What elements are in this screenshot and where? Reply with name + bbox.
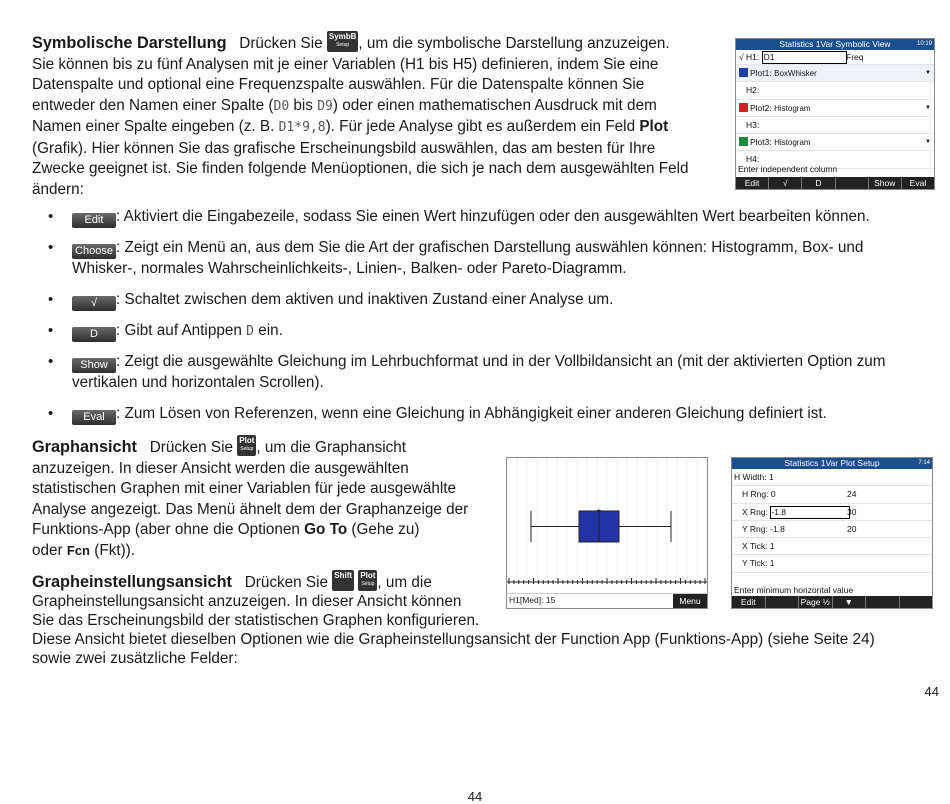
text: Funktions-App (aber ohne die Optionen xyxy=(32,521,305,538)
key-top-label: Shift xyxy=(334,571,353,580)
d-softkey: D xyxy=(72,327,116,342)
code-d0: D0 xyxy=(273,98,290,114)
row-label: H Width: xyxy=(734,472,767,482)
option-body xyxy=(72,352,886,394)
text: ). Für jede Analyse gibt es außerdem ein Feld xyxy=(325,118,640,135)
box-lower-half xyxy=(579,511,599,542)
text: Namen einer Spalte eingeben (z. B. xyxy=(32,118,279,135)
row-label: Plot3: xyxy=(750,137,772,148)
symbolic-row-plot2[interactable] xyxy=(736,100,934,117)
text: entweder den Namen einer Spalte ( xyxy=(32,96,274,114)
graph-line-4: Analyse angezeigt. Das Menü ähnelt dem der Graphanzeige der xyxy=(32,500,469,518)
bullet: • xyxy=(48,239,54,256)
option-text-end: ein. xyxy=(253,322,283,339)
plot-key-icon xyxy=(237,435,256,456)
bullet: • xyxy=(48,322,54,339)
symbolic-section xyxy=(32,31,732,200)
row-value-2: 20 xyxy=(847,523,857,534)
code-expression: D1*9,8 xyxy=(278,120,326,135)
edit-softkey: Edit xyxy=(72,213,116,228)
symbolic-menu-bar xyxy=(736,177,934,189)
text: Drücken Sie xyxy=(244,574,333,591)
row-value: Histogram xyxy=(774,103,811,113)
key-top-label: SymbB xyxy=(328,32,357,41)
graph-heading: Graphansicht xyxy=(32,438,137,456)
setup-prompt: Enter minimum horizontal value xyxy=(734,585,854,595)
option-text: : Gibt auf Antippen xyxy=(116,322,247,339)
setup-row-xrng[interactable] xyxy=(732,504,932,521)
plot3-color-swatch xyxy=(739,137,748,146)
setup-heading: Grapheinstellungsansicht xyxy=(32,573,232,591)
option-text-line-2: vertikalen und horizontalen Scrollen). xyxy=(72,374,324,391)
key-bottom-label: Setup xyxy=(336,42,350,48)
symbolic-row-h2[interactable] xyxy=(736,82,934,99)
eval-softkey: Eval xyxy=(72,410,116,425)
option-body xyxy=(72,404,827,425)
dropdown-arrow-icon: ▼ xyxy=(925,139,931,146)
status-readout: H1[Med]: 15 xyxy=(509,595,556,605)
bullet: • xyxy=(48,353,54,370)
option-text-line-2: Whisker-, normales Wahrscheinlichkeits-, Linien-, Balken- oder Pareto-Diagramm. xyxy=(72,260,627,277)
row-value-1: 1 xyxy=(769,541,775,552)
option-text: : Zum Lösen von Referenzen, wenn eine Gleichung in Abhängigkeit einer anderen Gleichung definiert ist. xyxy=(116,405,827,422)
shift-key-icon xyxy=(332,570,354,591)
cursor-crosshair: + xyxy=(596,506,602,515)
row-value: Histogram xyxy=(774,138,811,148)
menu-page-button[interactable]: Page ½ xyxy=(799,596,833,608)
row-label: Plot1: xyxy=(750,68,772,78)
plot2-color-swatch xyxy=(739,103,748,112)
page-number-right: 44 xyxy=(924,684,939,699)
check-softkey: √ xyxy=(72,296,116,311)
symbolic-row-plot3[interactable] xyxy=(736,134,934,151)
plot1-color-swatch xyxy=(739,68,748,77)
menu-check-button[interactable]: √ xyxy=(769,177,802,189)
graph-line-5 xyxy=(32,520,502,541)
text: Drücken Sie xyxy=(239,35,327,52)
key-top-label: Plot xyxy=(239,436,255,445)
graph-line-2: anzuzeigen. In dieser Ansicht werden die ausgewählten xyxy=(32,459,409,477)
bullet: • xyxy=(48,291,54,308)
row-value-1: 1 xyxy=(768,472,774,482)
symbolic-line-7: Zwecke geeignet ist. Sie finden folgende Menüoptionen, die sich je nach dem ausgewählten Feld xyxy=(32,160,689,177)
setup-line-3: Sie das Erscheinungsbild der statistischen Graphen konfigurieren. xyxy=(32,612,480,629)
text: (Fkt)). xyxy=(90,541,136,559)
menu-show-button[interactable]: Show xyxy=(869,177,902,189)
plot-key-icon xyxy=(358,570,377,591)
code-d: D xyxy=(246,324,254,339)
menu-edit-button[interactable]: Edit xyxy=(736,177,769,189)
xrng-min-input[interactable]: -1.8 xyxy=(770,506,850,519)
menu-button[interactable]: Menu xyxy=(673,594,707,608)
option-body xyxy=(72,238,863,280)
setup-line-4: Diese Ansicht bietet dieselben Optionen wie die Grapheinstellungsansicht der Function App (Funktions-App) (siehe Seite 24) xyxy=(32,631,875,648)
symbolic-prompt: Enter independent column xyxy=(738,164,838,174)
screen-time: 7:14 xyxy=(918,460,930,466)
graph-line-3: statistischen Graphen mit einer Variablen für jede ausgewählte xyxy=(32,480,457,497)
row-value-2: 30 xyxy=(847,506,857,517)
menu-edit-button[interactable]: Edit xyxy=(732,596,766,608)
h1-input-box[interactable]: D1 xyxy=(762,51,847,64)
option-body xyxy=(72,290,613,311)
option-text: : Aktiviert die Eingabezeile, sodass Sie einen Wert hinzufügen oder den ausgewählten Wert bearbeiten können. xyxy=(116,208,870,225)
symbolic-line-8: ändern: xyxy=(32,180,84,198)
key-top-label: Plot xyxy=(360,571,376,580)
text: , um die symbolische Darstellung anzuzeigen. xyxy=(358,35,670,52)
row-value-2: 24 xyxy=(847,489,857,500)
row-label: X Rng: xyxy=(742,506,768,517)
text: ) oder einen mathematischen Ausdruck mit dem xyxy=(332,96,657,114)
setup-row-hrng[interactable] xyxy=(732,486,932,503)
row-label: Y Rng: xyxy=(742,523,768,534)
option-text: : Zeigt ein Menü an, aus dem Sie die Art der grafischen Darstellung auswählen können: Histogramm, Box- und xyxy=(116,239,864,256)
symbolic-view-screenshot xyxy=(735,38,935,190)
symbolic-line-3: Datenspalte und optional eine Frequenzspalte auswählen. Für die Datenspalte können Sie xyxy=(32,76,645,93)
goto-term: Go To xyxy=(304,521,348,538)
fcn-term: Fcn xyxy=(66,542,90,558)
box-upper-half xyxy=(599,511,619,542)
row-label: Y Tick: xyxy=(742,558,768,569)
setup-line-5: sowie zwei zusätzliche Felder: xyxy=(32,650,238,667)
setup-line-2: Grapheinstellungsansicht anzuzeigen. In dieser Ansicht können xyxy=(32,593,462,610)
menu-down-button[interactable]: ▼ xyxy=(833,596,867,608)
row-value-1: 1 xyxy=(769,558,775,569)
option-body xyxy=(72,207,870,228)
symbolic-row-h3[interactable] xyxy=(736,117,934,134)
screen-time: 10:19 xyxy=(916,41,932,47)
row-label: Plot2: xyxy=(750,102,772,113)
symbolic-heading: Symbolische Darstellung xyxy=(32,34,227,52)
menu-d-button[interactable]: D xyxy=(802,177,835,189)
menu-empty-button[interactable] xyxy=(836,177,869,189)
symbolic-line-1 xyxy=(32,31,732,55)
symbolic-line-4 xyxy=(32,96,732,118)
setup-row-yrng[interactable] xyxy=(732,521,932,538)
show-softkey: Show xyxy=(72,358,116,373)
check-mark: √ xyxy=(739,52,744,62)
setup-row-hwidth[interactable] xyxy=(732,469,932,486)
page-number-bottom: 44 xyxy=(467,789,483,804)
option-body xyxy=(72,321,283,343)
text: bis xyxy=(289,96,318,114)
row-label: H2: xyxy=(746,85,760,96)
symbolic-screen-title xyxy=(736,39,934,50)
key-bottom-label: Setup xyxy=(240,446,254,452)
row-label: X Tick: xyxy=(742,541,768,552)
text: , um die xyxy=(377,574,432,591)
dropdown-arrow-icon: ▼ xyxy=(925,104,931,111)
symbolic-row-plot1[interactable] xyxy=(736,65,934,82)
setup-rows xyxy=(732,469,932,573)
row-value-1: 0 xyxy=(770,489,776,500)
setup-line-1 xyxy=(32,570,932,592)
setup-screen-title xyxy=(732,458,932,469)
bullet: • xyxy=(48,405,54,422)
bullet: • xyxy=(48,208,54,225)
code-d9: D9 xyxy=(317,98,333,114)
freq-value: Freq xyxy=(846,52,864,62)
plot-term: Plot xyxy=(639,118,669,135)
row-label: H1: xyxy=(746,52,760,62)
text: oder xyxy=(32,541,67,559)
row-value: BoxWhisker xyxy=(774,69,817,78)
setup-row-xtick[interactable] xyxy=(732,538,932,555)
option-text: : Zeigt die ausgewählte Gleichung im Lehrbuchformat und in der Vollbildansicht an (mit der aktivierten Option zum xyxy=(116,353,886,370)
screen-title-text: Statistics 1Var Plot Setup xyxy=(784,458,880,468)
symbolic-line-6: (Grafik). Hier können Sie das grafische Erscheinungsbild auswählen, das am besten für Ihre xyxy=(32,139,656,157)
row-label: H4: xyxy=(746,154,760,165)
graph-section xyxy=(32,435,502,561)
symbolic-line-2: Sie können bis zu fünf Analysen mit je einer Variablen (H1 bis H5) definieren, indem Sie eine xyxy=(32,55,659,73)
option-text: : Schaltet zwischen dem aktiven und inaktiven Zustand einer Analyse um. xyxy=(116,291,614,308)
setup-section xyxy=(32,570,932,668)
row-value-1: -1.8 xyxy=(770,523,785,534)
row-label: H Rng: xyxy=(742,489,769,500)
symb-key-icon xyxy=(327,31,359,52)
menu-eval-button[interactable]: Eval xyxy=(909,178,927,188)
graph-line-6 xyxy=(32,541,502,562)
key-bottom-label: Setup xyxy=(361,581,375,587)
graph-line-1 xyxy=(32,435,502,459)
dropdown-arrow-icon: ▼ xyxy=(925,70,931,76)
choose-softkey: Choose xyxy=(72,244,116,259)
text: (Gehe zu) xyxy=(347,521,420,538)
row-label: H3: xyxy=(746,119,760,130)
screen-title-text: Statistics 1Var Symbolic View xyxy=(779,39,891,49)
text: , um die Graphansicht xyxy=(256,439,407,456)
symbolic-line-5 xyxy=(32,117,732,139)
text: Drücken Sie xyxy=(149,439,238,456)
symbolic-row-h1[interactable] xyxy=(736,50,934,65)
